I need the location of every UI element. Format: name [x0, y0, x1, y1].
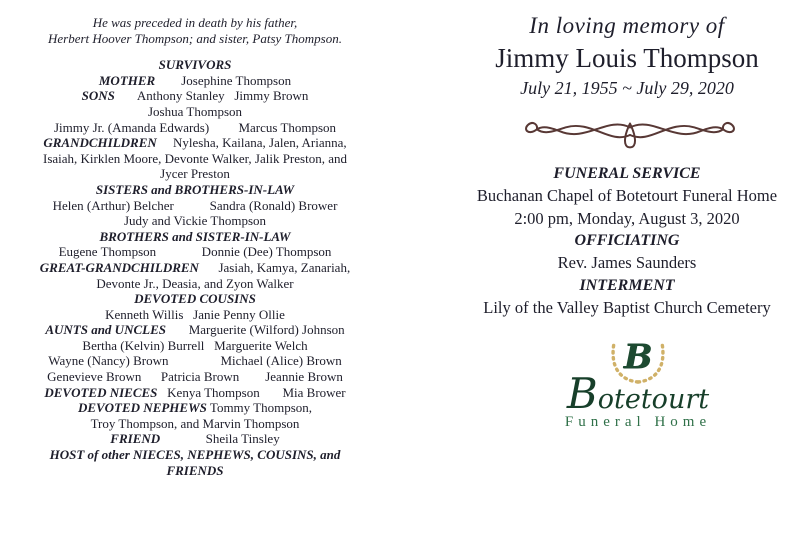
text-segment: Marguerite (Wilford) Johnson — [165, 322, 345, 338]
flourish-divider — [453, 116, 800, 159]
memory-line: In loving memory of — [529, 13, 725, 38]
text-segment: Herbert Hoover Thompson; and sister, Patsy Thompson. — [48, 30, 342, 46]
text-line — [12, 198, 378, 214]
text-segment: Helen (Arthur) Belcher Sandra (Ronald) Brower — [52, 197, 338, 213]
text-segment: Judy and Vickie Thompson — [123, 213, 267, 229]
text-line — [12, 369, 378, 385]
text-segment: BROTHERS and SISTER-IN-LAW — [99, 228, 291, 244]
text-segment: DEVOTED NIECES — [44, 384, 158, 400]
text-line — [12, 213, 378, 229]
text-segment: He was preceded in death by his father, — [92, 15, 298, 30]
text-segment: Joshua Thompson — [147, 103, 242, 119]
text-line — [12, 416, 378, 432]
text-segment: HOST of other NIECES, NEPHEWS, COUSINS, and — [49, 447, 341, 463]
text-segment: SONS — [81, 88, 115, 104]
text-segment: GRANDCHILDREN — [43, 135, 157, 151]
text-line — [12, 151, 378, 167]
text-segment: Isaiah, Kirklen Moore, Devonte Walker, Jalik Preston, and — [43, 150, 347, 166]
text-line — [12, 291, 378, 307]
section-line: Buchanan Chapel of Botetourt Funeral Home — [476, 186, 778, 205]
section-line: Lily of the Valley Baptist Church Cemetery — [483, 297, 771, 317]
text-line — [12, 338, 378, 354]
text-segment: Tommy Thompson, — [206, 400, 313, 416]
text-segment: SISTERS and BROTHERS-IN-LAW — [95, 181, 295, 197]
section-line: 2:00 pm, Monday, August 3, 2020 — [514, 208, 740, 228]
text-segment: Eugene Thompson Donnie (Dee) Thompson — [58, 244, 332, 260]
text-segment: Devonte Jr., Deasia, and Zyon Walker — [96, 275, 294, 291]
deceased-name: Jimmy Louis Thompson — [495, 43, 759, 73]
text-segment: AUNTS and UNCLES — [45, 322, 166, 338]
text-line — [12, 120, 378, 136]
text-line — [12, 166, 378, 182]
section-funeral-service — [447, 163, 800, 230]
text-line — [12, 463, 378, 479]
text-line — [12, 307, 378, 323]
text-segment: Nylesha, Kailana, Jalen, Arianna, — [156, 135, 347, 151]
section-line: Rev. James Saunders — [557, 253, 697, 272]
text-segment: SURVIVORS — [158, 57, 232, 73]
section-interment — [447, 275, 800, 320]
text-segment: Troy Thompson, and Marvin Thompson — [90, 415, 300, 431]
logo-name: Botetourt — [566, 369, 710, 418]
funeral-home-logo — [565, 333, 711, 431]
section-heading: INTERMENT — [579, 276, 675, 294]
text-line — [12, 276, 378, 292]
text-line — [12, 31, 378, 47]
text-line — [12, 322, 378, 338]
text-segment: Kenya Thompson Mia Brower — [157, 384, 346, 400]
text-segment: DEVOTED NEPHEWS — [77, 400, 207, 416]
text-segment: Sheila Tinsley — [160, 431, 280, 447]
text-segment: Jasiah, Kamya, Zanariah, — [198, 259, 351, 275]
text-segment: Kenneth Willis Janie Penny Ollie — [105, 306, 285, 322]
text-line — [12, 229, 378, 245]
text-segment: FRIEND — [110, 431, 161, 447]
text-line — [12, 244, 378, 260]
text-segment: Genevieve Brown Patricia Brown Jeannie Brown — [47, 369, 343, 385]
text-segment: DEVOTED COUSINS — [134, 291, 256, 307]
program-cover — [447, 12, 800, 431]
text-segment: Jimmy Jr. (Amanda Edwards) Marcus Thompson — [53, 119, 337, 135]
text-line — [12, 400, 378, 416]
section-officiating — [447, 230, 800, 275]
text-segment: MOTHER — [98, 72, 156, 88]
logo-crest — [583, 333, 693, 385]
text-line — [12, 15, 378, 31]
text-segment: GREAT-GRANDCHILDREN — [39, 259, 199, 275]
text-line — [12, 182, 378, 198]
section-heading: OFFICIATING — [574, 232, 680, 249]
text-segment: Anthony Stanley Jimmy Brown — [114, 88, 309, 104]
text-segment: FRIENDS — [166, 462, 224, 478]
text-line — [12, 353, 378, 369]
text-line — [12, 88, 378, 104]
text-line — [12, 385, 378, 401]
text-line — [12, 73, 378, 89]
logo-monogram-b: B — [623, 337, 653, 377]
text-line — [12, 135, 378, 151]
section-heading: FUNERAL SERVICE — [553, 165, 701, 182]
text-segment: Bertha (Kelvin) Burrell Marguerite Welch — [82, 337, 308, 353]
survivors-text — [12, 15, 378, 478]
text-line — [12, 104, 378, 120]
text-segment: Wayne (Nancy) Brown Michael (Alice) Brown — [48, 353, 342, 369]
text-line — [12, 447, 378, 463]
text-line — [12, 57, 378, 73]
text-segment: Jycer Preston — [160, 166, 230, 182]
text-line — [12, 260, 378, 276]
flourish-icon — [512, 116, 748, 154]
deceased-dates: July 21, 1955 ~ July 29, 2020 — [520, 78, 734, 98]
text-line — [12, 431, 378, 447]
text-segment: Josephine Thompson — [155, 72, 292, 88]
logo-subtitle: Funeral Home — [564, 414, 712, 430]
